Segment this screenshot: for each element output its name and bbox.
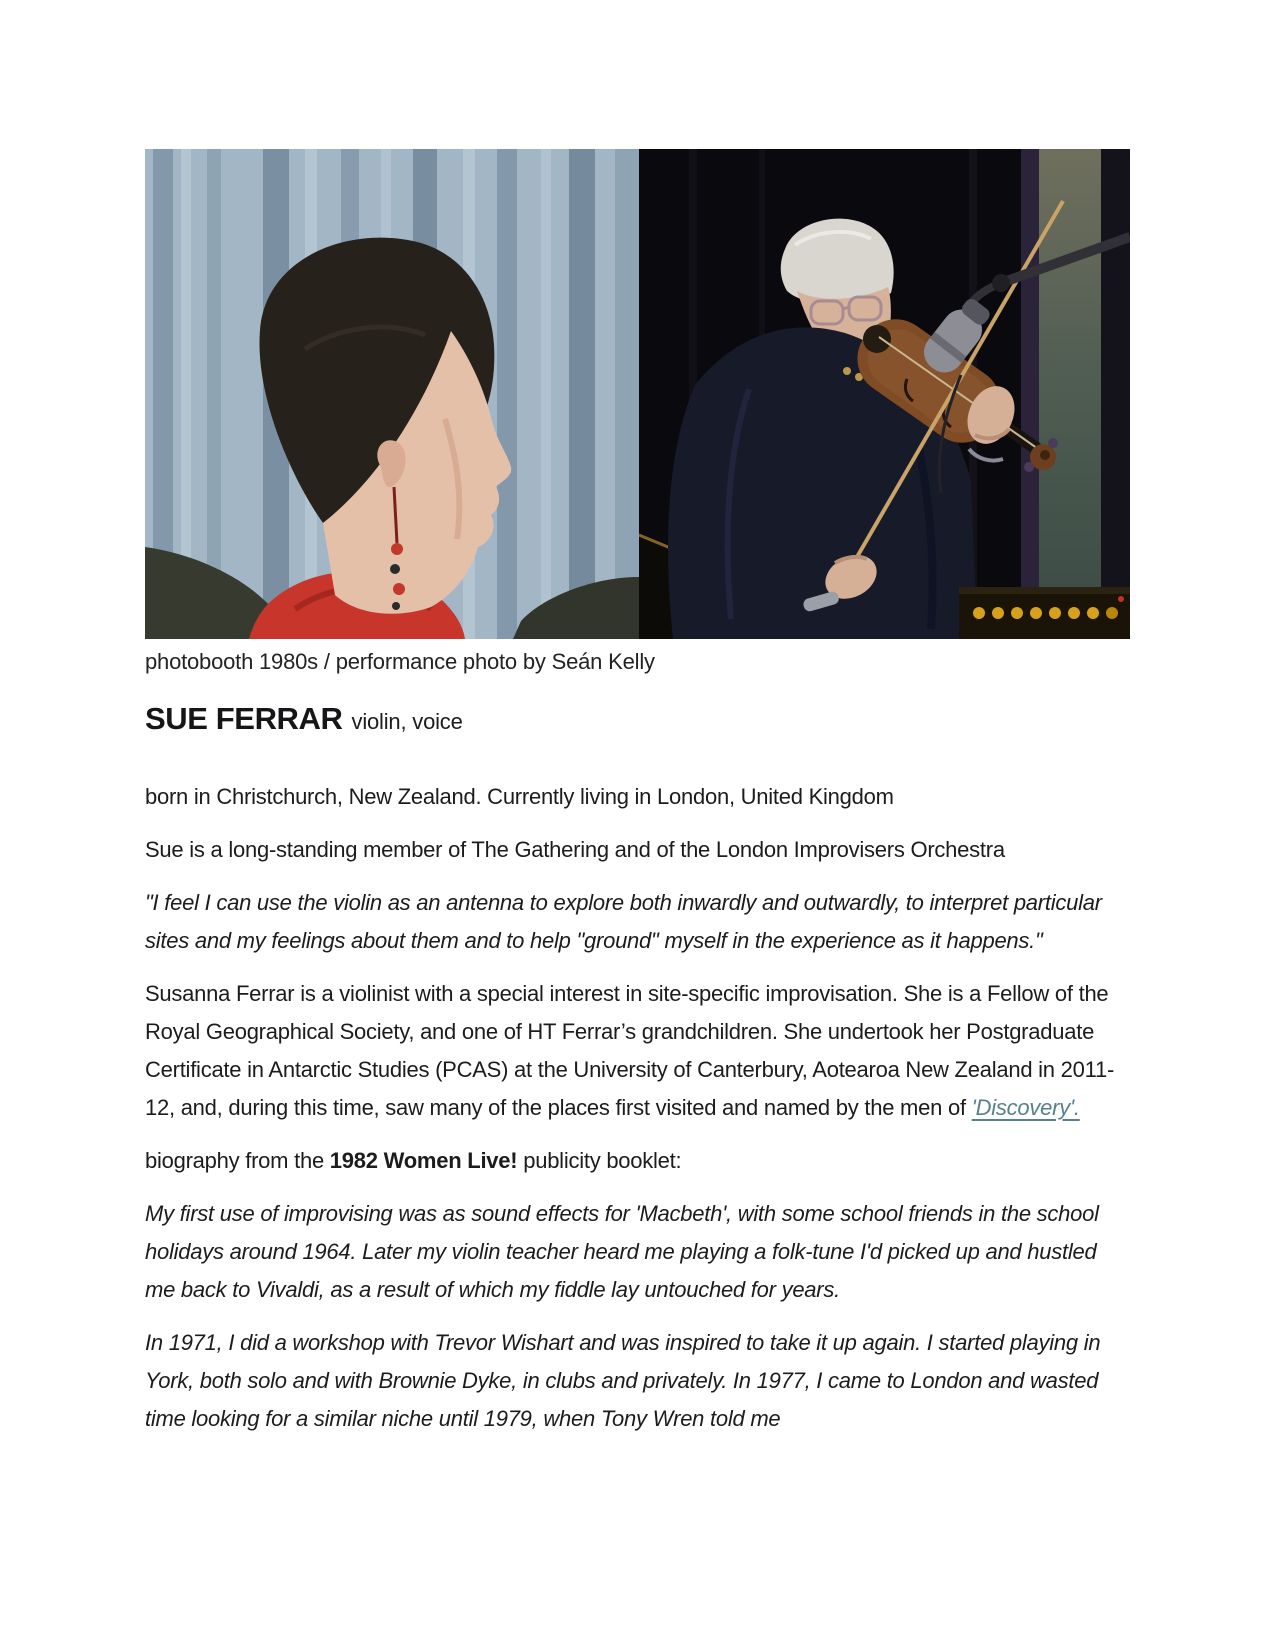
performance-photo bbox=[639, 149, 1130, 639]
paragraph bbox=[145, 1142, 1130, 1180]
article-paragraphs bbox=[145, 778, 1130, 1438]
photo-caption: photobooth 1980s / performance photo by Seán Kelly bbox=[145, 649, 655, 674]
photobooth-photo bbox=[145, 149, 639, 639]
paragraph bbox=[145, 778, 1130, 816]
text-segment: born in Christchurch, New Zealand. Currently living in London, United Kingdom bbox=[145, 784, 894, 809]
text-segment: 1982 Women Live! bbox=[329, 1148, 518, 1173]
photos-row bbox=[145, 149, 1130, 639]
paragraph bbox=[145, 884, 1130, 960]
artist-name: SUE FERRAR bbox=[145, 701, 343, 736]
paragraph bbox=[145, 1195, 1130, 1309]
text-segment: Susanna Ferrar is a violinist with a special interest in site-specific improvisation. She is a Fellow of the Royal Geographical Society, and one of HT Ferrar’s grandchildren. She undertook her Postgraduate Certificate in Antarctic Studies (PCAS) at the University of Canterbury, Aotearoa New Zealand in 2011-12, and, during this time, saw many of the places first visited and named by the men of bbox=[145, 981, 1115, 1120]
paragraph bbox=[145, 975, 1130, 1127]
text-segment: My first use of improvising was as sound effects for 'Macbeth', with some school friends in the school holidays around 1964. Later my violin teacher heard me playing a folk-tune I'd picked up and hustled me back to Vivaldi, as a result of which my fiddle lay untouched for years. bbox=[145, 1201, 1099, 1302]
paragraph bbox=[145, 831, 1130, 869]
text-segment: biography from the bbox=[145, 1148, 330, 1173]
text-segment: "I feel I can use the violin as an antenna to explore both inwardly and outwardly, to interpret particular sites and my feelings about them and to help "ground" myself in the experience as it happens." bbox=[145, 890, 1102, 953]
discovery-link[interactable]: 'Discovery'. bbox=[971, 1095, 1080, 1120]
page-title bbox=[145, 702, 1130, 742]
artist-roles: violin, voice bbox=[351, 709, 463, 734]
text-segment: publicity booklet: bbox=[517, 1148, 682, 1173]
paragraph bbox=[145, 1324, 1130, 1438]
text-segment: Sue is a long-standing member of The Gathering and of the London Improvisers Orchestra bbox=[145, 837, 1005, 862]
text-segment: In 1971, I did a workshop with Trevor Wishart and was inspired to take it up again. I started playing in York, both solo and with Brownie Dyke, in clubs and privately. In 1977, I came to London and wasted time looking for a similar niche until 1979, when Tony Wren told me bbox=[145, 1330, 1101, 1431]
